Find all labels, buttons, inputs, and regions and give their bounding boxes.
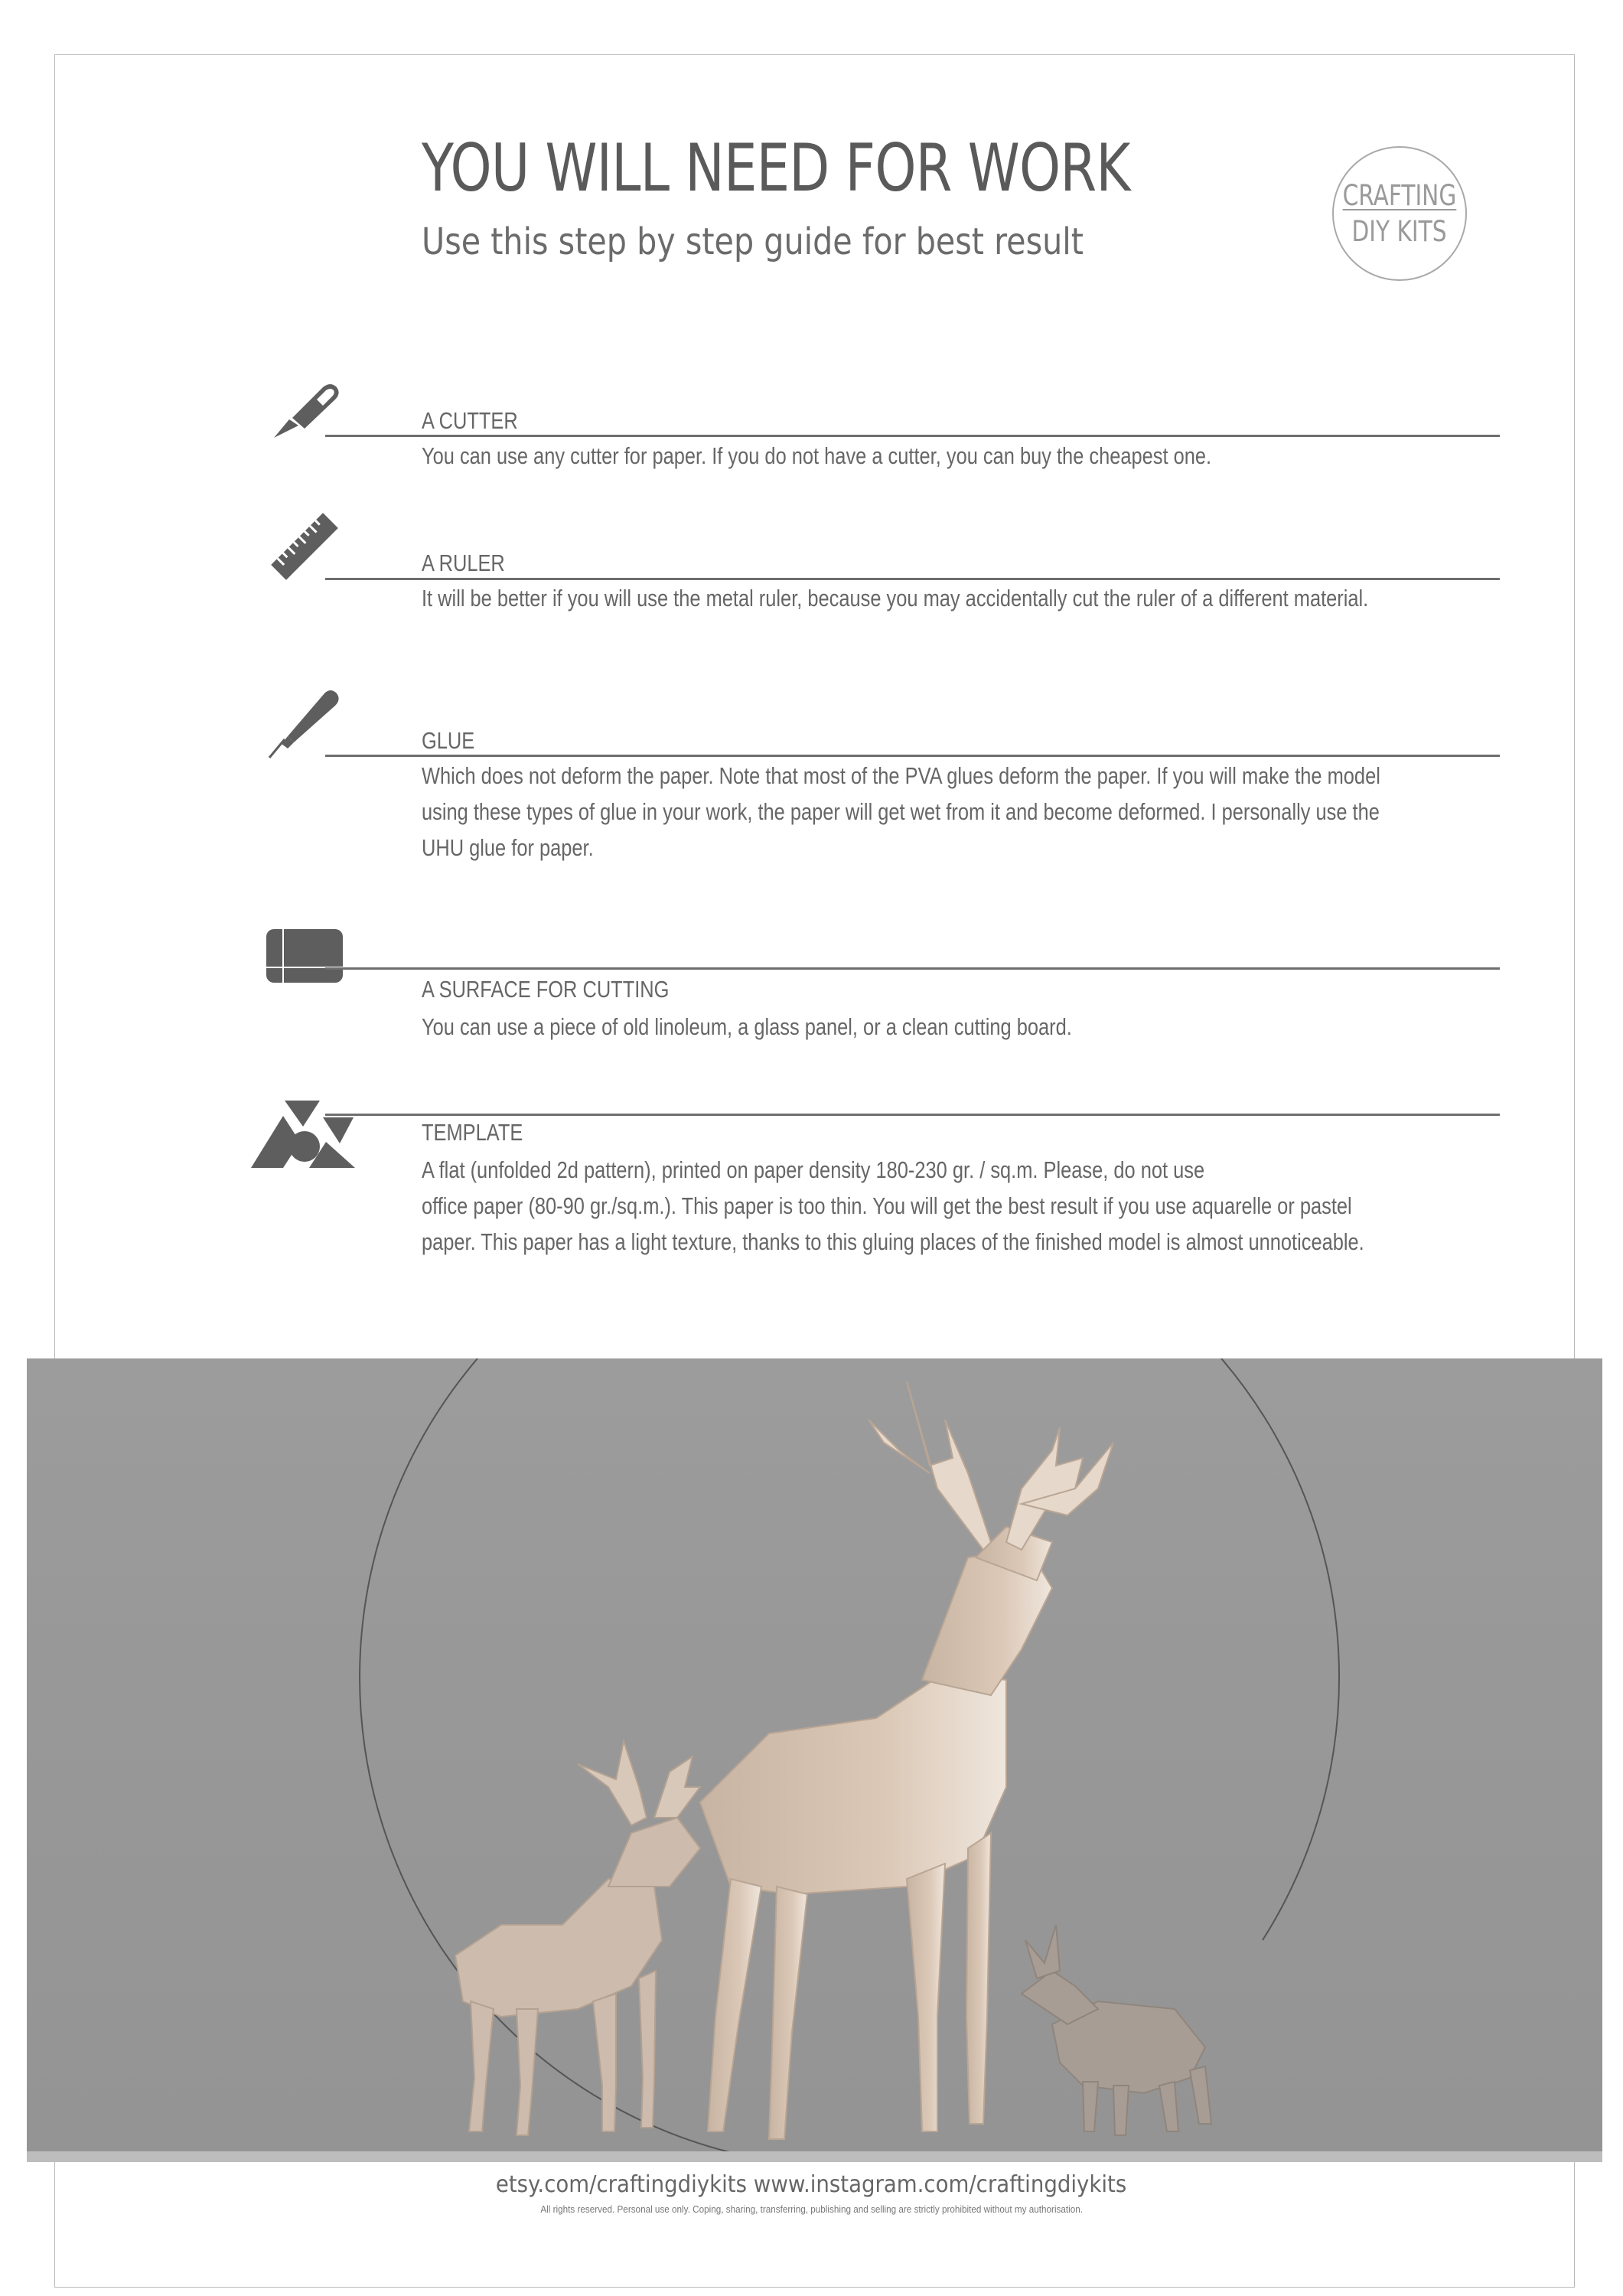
item-text-line: You can use a piece of old linoleum, a glass panel, or a clean cutting board. (422, 1013, 1072, 1040)
footer-links-text[interactable]: etsy.com/craftingdiykits www.instagram.com/craftingdiykits (496, 2171, 1127, 2198)
deer-illustration (27, 1358, 1602, 2162)
glue-icon (268, 689, 341, 759)
footer-copyright (0, 2203, 1623, 2216)
ruler-icon (269, 513, 340, 580)
template-icon (249, 1099, 357, 1174)
item-heading: GLUE (422, 727, 475, 754)
item-text-line: paper. This paper has a light texture, thanks to this gluing places of the finished model is almost unnoticeable. (422, 1228, 1364, 1255)
item-heading: A RULER (422, 550, 505, 576)
left-deer-antlers (578, 1741, 700, 1825)
floor-strip (27, 2151, 1602, 2162)
item-heading: A CUTTER (422, 407, 518, 434)
brand-logo (1332, 146, 1467, 281)
page-title: YOU WILL NEED FOR WORK (422, 130, 1130, 207)
deer-scene (27, 1358, 1602, 2162)
page-subtitle: Use this step by step guide for best result (422, 220, 1084, 263)
item-text-line: A flat (unfolded 2d pattern), printed on paper density 180-230 gr. / sq.m. Please, do not use (422, 1156, 1205, 1183)
cutter-icon (269, 380, 343, 439)
cutting-mat-icon (265, 928, 344, 984)
item-text-line: UHU glue for paper. (422, 834, 594, 861)
item-text-line: It will be better if you will use the metal ruler, because you may accidentally cut the ruler of a different material. (422, 585, 1369, 612)
item-heading: A SURFACE FOR CUTTING (422, 976, 670, 1003)
logo-line-2: DIY KITS (1351, 215, 1448, 248)
large-deer (700, 1527, 1052, 2139)
left-deer (455, 1818, 700, 2135)
small-deer (1022, 1925, 1211, 2135)
item-text-line: using these types of glue in your work, the paper will get wet from it and become deformed. I personally use the (422, 798, 1380, 825)
item-text-line: office paper (80-90 gr./sq.m.). This paper is too thin. You will get the best result if you use aquarelle or pastel (422, 1192, 1352, 1219)
footer-copyright-text: All rights reserved. Personal use only. Coping, sharing, transferring, publishing and selling are strictly prohibited without my authorisation. (540, 2203, 1083, 2215)
large-deer-antlers (869, 1381, 1113, 1550)
logo-line-1: CRAFTING (1342, 179, 1457, 212)
item-text-line: Which does not deform the paper. Note that most of the PVA glues deform the paper. If you will make the model (422, 762, 1380, 789)
divider (325, 755, 1500, 757)
divider (325, 1114, 1500, 1116)
divider (325, 967, 1500, 970)
item-text-line: You can use any cutter for paper. If you do not have a cutter, you can buy the cheapest one. (422, 442, 1212, 469)
footer-links (0, 2168, 1623, 2202)
item-heading: TEMPLATE (422, 1119, 523, 1146)
